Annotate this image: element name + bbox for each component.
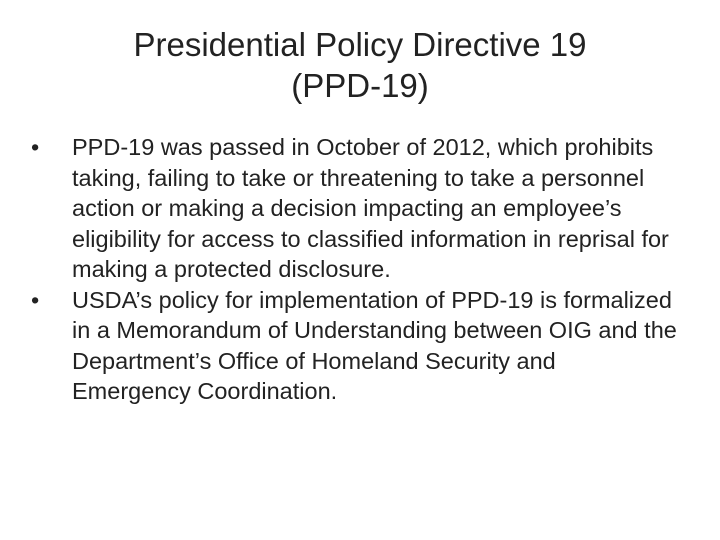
title-line-1: Presidential Policy Directive 19 bbox=[133, 26, 587, 63]
bullet-item-usda-policy bbox=[27, 285, 677, 407]
bullet-item-ppd19-passed bbox=[27, 132, 677, 285]
bullet-text: PPD-19 was passed in October of 2012, which prohibits taking, failing to take or threatening to take a personnel action or making a decision impacting an employee’s eligibility for access to classified information in reprisal for making a protected disclosure. bbox=[72, 134, 669, 283]
bullet-list bbox=[27, 132, 677, 407]
bullet-marker: • bbox=[31, 286, 40, 313]
title-line-2: (PPD-19) bbox=[291, 67, 429, 105]
bullet-marker: • bbox=[31, 134, 40, 160]
bullet-text: USDA’s policy for implementation of PPD-19 is formalized in a Memorandum of Understanding between OIG and the Department’s Office of Homeland Security and Emergency Coordination. bbox=[72, 286, 677, 405]
slide-title bbox=[90, 24, 630, 107]
